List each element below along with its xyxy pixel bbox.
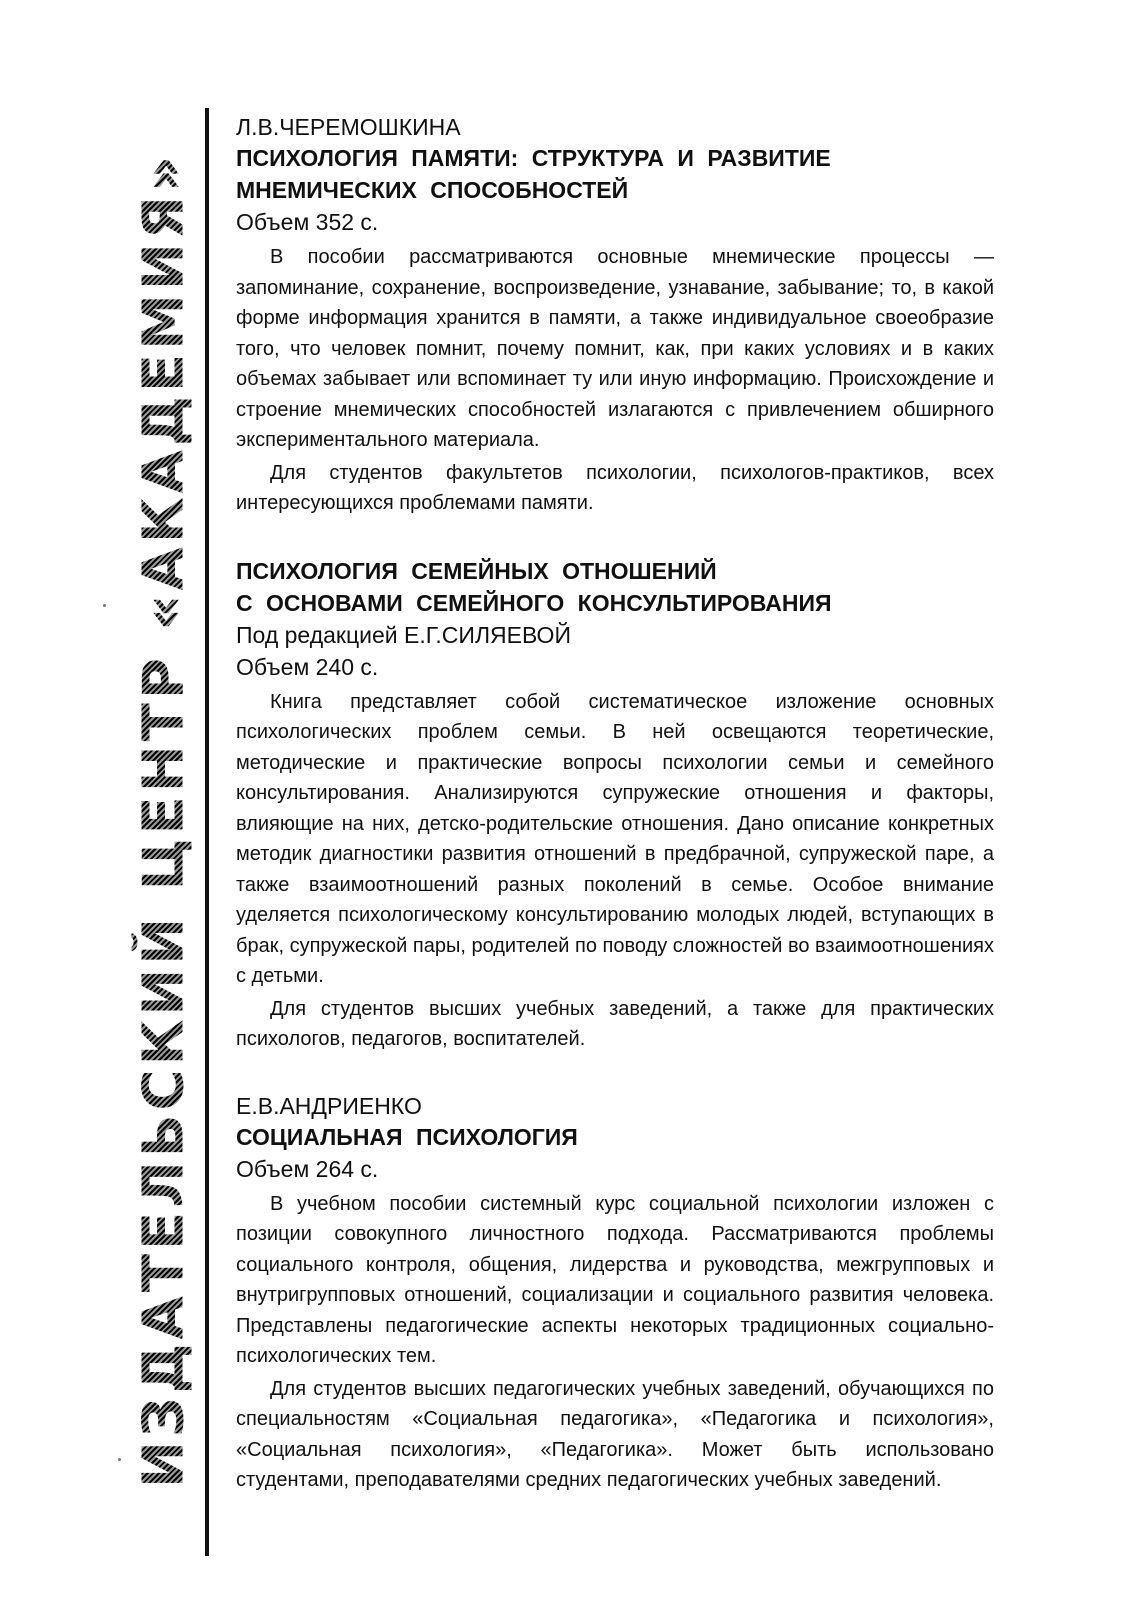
scan-speck (118, 1458, 121, 1461)
book-audience: Для студентов высших педагогических учебных заведений, обучающихся по специальностям «Социальная педагогика», «Педагогика и психология», «Социальная психология», «Педагогика». Может быть использовано студентами, преподавателями средних педагогических учебных заведений. (236, 1377, 994, 1491)
book-title-line: С ОСНОВАМИ СЕМЕЙНОГО КОНСУЛЬТИРОВАНИЯ (236, 589, 832, 616)
scan-speck (103, 604, 106, 607)
book-entry (236, 1091, 994, 1496)
book-description: Книга представляет собой систематическое изложение основных психологических проблем семьи. В ней освещаются теоретические, методические и практические вопросы психологии семьи и семейного консультирования. Анализируются супружеские отношения и факторы, влияющие на них, детско-родительские отношения. Дано описание конкретных методик диагностики развития отношений в предбрачной, супружеской паре, а также взаимоотношений разных поколений в семье. Особое внимание уделяется психологическому консультированию молодых людей, вступающих в брак, супружеской пары, родителей по поводу сложностей во взаимоотношениях с детьми. (236, 690, 994, 987)
publisher-spine (128, 100, 200, 1540)
book-volume: Объем 240 с. (236, 653, 379, 680)
book-title-line: СОЦИАЛЬНАЯ ПСИХОЛОГИЯ (236, 1123, 578, 1150)
book-title-line: ПСИХОЛОГИЯ ПАМЯТИ: СТРУКТУРА И РАЗВИТИЕ (236, 145, 831, 171)
book-volume: Объем 264 с. (236, 1155, 379, 1182)
book-audience: Для студентов факультетов психологии, психологов-практиков, всех интересующихся проблемами памяти. (236, 461, 994, 514)
book-entry (236, 112, 994, 519)
book-editor: Под редакцией Е.Г.СИЛЯЕВОЙ (236, 621, 571, 648)
book-author: Е.В.АНДРИЕНКО (236, 1092, 422, 1119)
book-description: В учебном пособии системный курс социальной психологии изложен с позиции совокупного личностного подхода. Рассматриваются проблемы социального контроля, общения, лидерства и руководства, межгрупповых и внутригрупповых отношений, социализации и социального развития человека. Представлены педагогические аспекты некоторых традиционных социально-психологических тем. (236, 1192, 994, 1367)
book-audience: Для студентов высших учебных заведений, а также для практических психологов, педагогов, воспитателей. (236, 997, 994, 1050)
book-entry (236, 555, 994, 1055)
book-volume: Объем 352 с. (236, 209, 379, 235)
book-author: Л.В.ЧЕРЕМОШКИНА (236, 114, 461, 140)
vertical-rule (205, 108, 209, 1556)
catalog-content (236, 112, 994, 1532)
publisher-spine-text: ИЗДАТЕЛЬСКИЙ ЦЕНТР «АКАДЕМИЯ» (131, 151, 197, 1489)
book-title-line: ПСИХОЛОГИЯ СЕМЕЙНЫХ ОТНОШЕНИЙ (236, 557, 717, 584)
book-description: В пособии рассматриваются основные мнемические процессы — запоминание, сохранение, воспроизведение, узнавание, забывание; то, в какой форме информация хранится в памяти, а также индивидуальное своеобразие того, что человек помнит, почему помнит, как, при каких условиях и в каких объемах забывает или вспоминает ту или иную информацию. Происхождение и строение мнемических способностей излагаются с привлечением обширного экспериментального материала. (236, 246, 994, 451)
book-title-line: МНЕМИЧЕСКИХ СПОСОБНОСТЕЙ (236, 177, 629, 203)
